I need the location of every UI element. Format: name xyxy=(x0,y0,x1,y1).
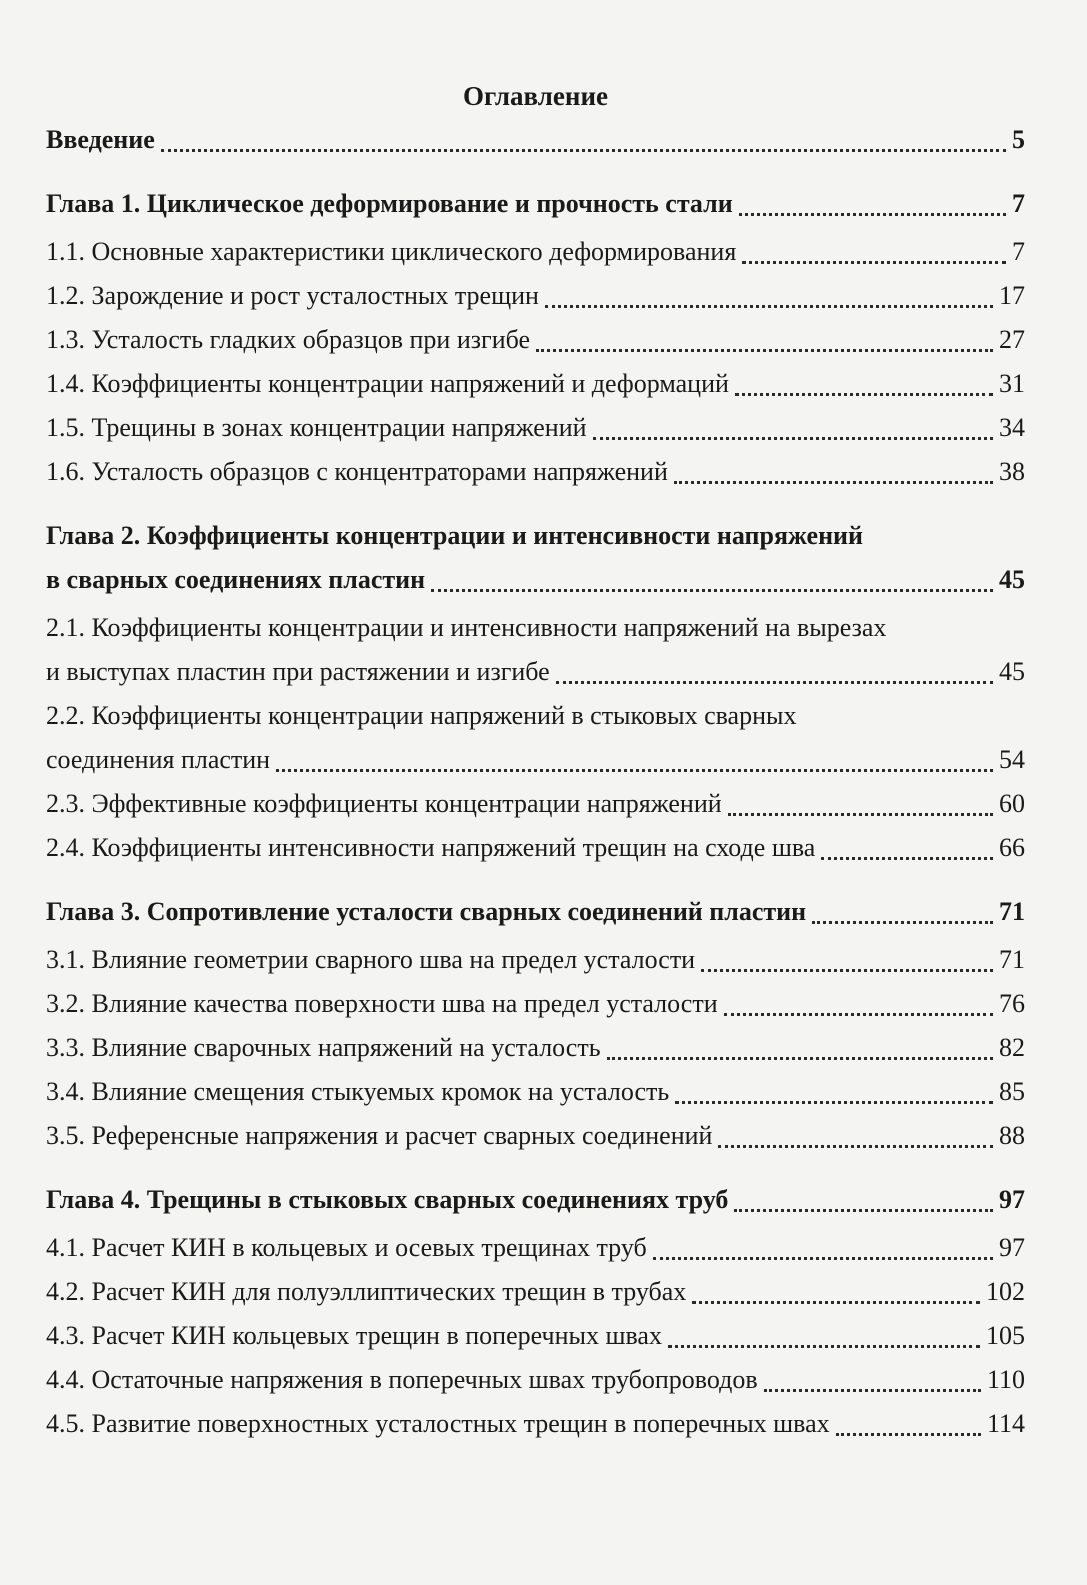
toc-page-number: 105 xyxy=(986,1321,1025,1350)
toc-entry-text-line2: в сварных соединениях пластин xyxy=(46,565,426,594)
toc-entry-section-4-4[interactable] xyxy=(46,1358,1025,1402)
toc-entry-text: Глава 1. Циклическое деформирование и прочность стали xyxy=(46,189,733,218)
toc-entry-text: Глава 3. Сопротивление усталости сварных соединений пластин xyxy=(46,897,807,926)
toc-entry-text: 2.4. Коэффициенты интенсивности напряжений трещин на сходе шва xyxy=(46,833,816,862)
toc-entry-text: 1.2. Зарождение и рост усталостных трещин xyxy=(46,281,539,310)
toc-entry-section-4-5[interactable] xyxy=(46,1402,1025,1446)
toc-page-number: 76 xyxy=(999,989,1025,1018)
toc-entry-text: 4.2. Расчет КИН для полуэллиптических трещин в трубах xyxy=(46,1277,687,1306)
toc-entry-text-line1: 2.1. Коэффициенты концентрации и интенсивности напряжений на вырезах xyxy=(46,613,887,642)
toc-entry-section-3-5[interactable] xyxy=(46,1114,1025,1158)
toc-page-number: 82 xyxy=(999,1033,1025,1062)
toc-entry-text-line2: соединения пластин xyxy=(46,745,271,774)
toc-page-number: 114 xyxy=(986,1409,1025,1438)
toc-entry-chapter-4[interactable] xyxy=(46,1178,1025,1222)
toc-page-number: 85 xyxy=(999,1077,1025,1106)
dot-leader xyxy=(821,857,993,860)
toc-page-number: 17 xyxy=(999,281,1025,310)
toc-entry-text: 3.1. Влияние геометрии сварного шва на предел усталости xyxy=(46,945,696,974)
dot-leader xyxy=(724,1013,993,1016)
toc-page-number: 45 xyxy=(999,657,1025,686)
dot-leader xyxy=(668,1345,980,1348)
toc-page-number: 110 xyxy=(986,1365,1025,1394)
toc-entry-text: 1.3. Усталость гладких образцов при изгибе xyxy=(46,325,531,354)
toc-title: Оглавление xyxy=(463,81,608,111)
toc-entry-text-line2: и выступах пластин при растяжении и изгибе xyxy=(46,657,550,686)
dot-leader xyxy=(536,349,993,352)
toc-page-number: 97 xyxy=(999,1233,1025,1262)
dot-leader xyxy=(692,1301,980,1304)
dot-leader xyxy=(674,481,993,484)
toc-entry-section-2-1[interactable] xyxy=(46,606,1025,694)
toc-entry-section-3-4[interactable] xyxy=(46,1070,1025,1114)
dot-leader xyxy=(836,1433,981,1436)
toc-entry-text: Введение xyxy=(46,125,155,154)
toc-entry-text: 4.3. Расчет КИН кольцевых трещин в поперечных швах xyxy=(46,1321,662,1350)
toc-entry-text: 1.1. Основные характеристики циклического деформирования xyxy=(46,237,737,266)
toc-entry-chapter-1[interactable] xyxy=(46,182,1025,226)
toc-entry-text: 3.4. Влияние смещения стыкуемых кромок на усталость xyxy=(46,1077,670,1106)
toc-page-number: 102 xyxy=(986,1277,1025,1306)
toc-page-number: 88 xyxy=(999,1121,1025,1150)
toc-page-number: 71 xyxy=(999,897,1025,926)
toc-page-number: 7 xyxy=(1012,189,1025,218)
dot-leader xyxy=(653,1257,993,1260)
toc-entry-section-1-2[interactable] xyxy=(46,274,1025,318)
toc-entry-section-2-4[interactable] xyxy=(46,826,1025,870)
toc-entry-section-4-2[interactable] xyxy=(46,1270,1025,1314)
dot-leader xyxy=(735,393,993,396)
toc-entry-text: 3.3. Влияние сварочных напряжений на усталость xyxy=(46,1033,601,1062)
toc-page-number: 97 xyxy=(999,1185,1025,1214)
toc-page-number: 60 xyxy=(999,789,1025,818)
toc-page-number: 38 xyxy=(999,457,1025,486)
toc-entry-section-4-1[interactable] xyxy=(46,1226,1025,1270)
dot-leader xyxy=(739,213,1006,216)
toc-entry-section-1-3[interactable] xyxy=(46,318,1025,362)
dot-leader xyxy=(431,589,993,592)
toc-entry-text: 4.5. Развитие поверхностных усталостных трещин в поперечных швах xyxy=(46,1409,830,1438)
toc-page-number: 5 xyxy=(1012,125,1025,154)
dot-leader xyxy=(701,969,993,972)
toc-entry-section-2-3[interactable] xyxy=(46,782,1025,826)
dot-leader xyxy=(607,1057,993,1060)
toc-entry-text: Глава 4. Трещины в стыковых сварных соединениях труб xyxy=(46,1185,729,1214)
toc-entry-text: 3.2. Влияние качества поверхности шва на предел усталости xyxy=(46,989,718,1018)
dot-leader xyxy=(545,305,993,308)
toc-page-number: 27 xyxy=(999,325,1025,354)
dot-leader xyxy=(812,921,993,924)
toc-entry-line2 xyxy=(46,650,1025,694)
toc-entry-section-1-6[interactable] xyxy=(46,450,1025,494)
dot-leader xyxy=(718,1145,993,1148)
toc-entry-text: 4.4. Остаточные напряжения в поперечных швах трубопроводов xyxy=(46,1365,758,1394)
toc-page-number: 66 xyxy=(999,833,1025,862)
dot-leader xyxy=(556,681,993,684)
dot-leader xyxy=(161,149,1006,152)
toc-entry-section-3-3[interactable] xyxy=(46,1026,1025,1070)
toc-page-number: 71 xyxy=(999,945,1025,974)
toc-entry-chapter-2[interactable] xyxy=(46,514,1025,602)
dot-leader xyxy=(675,1101,993,1104)
toc-entry-text: 1.5. Трещины в зонах концентрации напряжений xyxy=(46,413,587,442)
dot-leader xyxy=(276,769,993,772)
toc-page-number: 45 xyxy=(999,565,1025,594)
dot-leader xyxy=(728,813,993,816)
toc-page-number: 31 xyxy=(999,369,1025,398)
toc-entry-text: 4.1. Расчет КИН в кольцевых и осевых трещинах труб xyxy=(46,1233,647,1262)
toc-entry-chapter-3[interactable] xyxy=(46,890,1025,934)
toc-entry-section-1-5[interactable] xyxy=(46,406,1025,450)
toc-entry-text-line1: 2.2. Коэффициенты концентрации напряжений в стыковых сварных xyxy=(46,701,797,730)
dot-leader xyxy=(734,1209,993,1212)
toc-entry-text: 3.5. Референсные напряжения и расчет сварных соединений xyxy=(46,1121,713,1150)
toc-entry-section-1-4[interactable] xyxy=(46,362,1025,406)
toc-entry-text: 1.6. Усталость образцов с концентраторами напряжений xyxy=(46,457,668,486)
toc-page-number: 54 xyxy=(999,745,1025,774)
toc-page-number: 34 xyxy=(999,413,1025,442)
toc-entry-line2 xyxy=(46,558,1025,602)
toc-entry-section-3-1[interactable] xyxy=(46,938,1025,982)
dot-leader xyxy=(593,437,993,440)
toc-page-number: 7 xyxy=(1012,237,1025,266)
toc-entry-section-2-2[interactable] xyxy=(46,694,1025,782)
toc-entry-text: 2.3. Эффективные коэффициенты концентрации напряжений xyxy=(46,789,722,818)
toc-entry-text: 1.4. Коэффициенты концентрации напряжений и деформаций xyxy=(46,369,729,398)
toc-entry-section-4-3[interactable] xyxy=(46,1314,1025,1358)
toc-entry-line2 xyxy=(46,738,1025,782)
dot-leader xyxy=(742,261,1006,264)
toc-entry-introduction[interactable] xyxy=(46,118,1025,162)
toc-entry-section-3-2[interactable] xyxy=(46,982,1025,1026)
toc-entry-text-line1: Глава 2. Коэффициенты концентрации и интенсивности напряжений xyxy=(46,521,864,550)
toc-entry-section-1-1[interactable] xyxy=(46,230,1025,274)
dot-leader xyxy=(764,1389,981,1392)
